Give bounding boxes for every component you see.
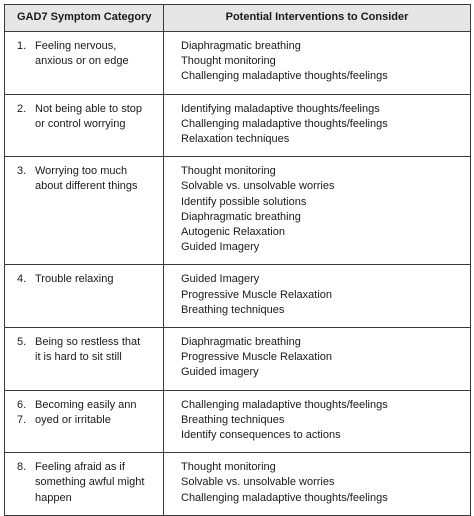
table-row	[5, 453, 471, 516]
table-row	[5, 157, 471, 265]
table-header-row	[5, 5, 471, 32]
symptom-category-cell	[5, 328, 164, 391]
interventions-cell	[164, 453, 471, 516]
table-row	[5, 32, 471, 95]
symptom-category-cell	[5, 157, 164, 265]
table-row	[5, 328, 471, 391]
intervention-item: Challenging maladaptive thoughts/feelings	[181, 491, 388, 504]
interventions-cell	[164, 390, 471, 453]
intervention-item: Identify possible solutions	[181, 195, 307, 208]
header-symptom-category: GAD7 Symptom Category	[5, 5, 164, 32]
intervention-item: Diaphragmatic breathing	[181, 336, 301, 349]
symptom-text	[35, 39, 157, 69]
symptom-item	[17, 102, 157, 132]
symptom-text-line: it is hard to sit still	[35, 351, 122, 364]
symptom-text-line: happen	[35, 491, 72, 504]
intervention-item: Challenging maladaptive thoughts/feelings	[181, 117, 388, 130]
symptom-number: 7.	[17, 413, 27, 426]
symptom-text	[35, 164, 157, 194]
table-row	[5, 265, 471, 328]
symptom-number: 2.	[17, 102, 27, 115]
interventions-cell	[164, 32, 471, 95]
symptom-text	[35, 413, 157, 428]
intervention-item: Diaphragmatic breathing	[181, 210, 301, 223]
symptom-text-line: Worrying too much	[35, 165, 128, 178]
symptom-number: 3.	[17, 165, 27, 178]
symptom-text-line: oyed or irritable	[35, 413, 111, 426]
symptom-category-cell	[5, 390, 164, 453]
intervention-item: Relaxation techniques	[181, 133, 290, 146]
symptom-text-line: Not being able to stop	[35, 102, 143, 115]
intervention-item: Identifying maladaptive thoughts/feelings	[181, 102, 380, 115]
intervention-item: Guided Imagery	[181, 273, 260, 286]
symptom-text	[35, 102, 157, 132]
intervention-item: Diaphragmatic breathing	[181, 40, 301, 52]
intervention-item: Thought monitoring	[181, 461, 276, 474]
symptom-item	[17, 39, 157, 69]
symptom-text-line: about different things	[35, 180, 138, 193]
intervention-item: Breathing techniques	[181, 413, 285, 426]
symptom-text-line: anxious or on edge	[35, 55, 129, 68]
interventions-cell	[164, 265, 471, 328]
symptom-text-line: Feeling nervous,	[35, 40, 117, 52]
intervention-item: Guided imagery	[181, 366, 259, 379]
intervention-item: Challenging maladaptive thoughts/feelings	[181, 70, 388, 83]
symptom-category-cell	[5, 94, 164, 157]
header-potential-interventions: Potential Interventions to Consider	[164, 5, 471, 32]
intervention-item: Guided Imagery	[181, 241, 260, 254]
interventions-cell	[164, 94, 471, 157]
symptom-number: 5.	[17, 336, 27, 349]
table-row	[5, 94, 471, 157]
intervention-item: Solvable vs. unsolvable worries	[181, 476, 335, 489]
intervention-item: Progressive Muscle Relaxation	[181, 288, 333, 301]
symptom-item	[17, 398, 157, 413]
symptom-text-line: Being so restless that	[35, 336, 141, 349]
symptom-category-cell	[5, 265, 164, 328]
intervention-item: Thought monitoring	[181, 165, 276, 178]
symptom-text-line: Feeling afraid as if	[35, 461, 125, 474]
intervention-item: Thought monitoring	[181, 55, 276, 68]
symptom-item	[17, 272, 157, 287]
symptom-text-line: or control worrying	[35, 117, 126, 130]
symptom-item	[17, 413, 157, 428]
symptom-text-line: Trouble relaxing	[35, 273, 114, 286]
intervention-item: Autogenic Relaxation	[181, 226, 285, 239]
symptom-text	[35, 272, 157, 287]
symptom-category-cell	[5, 32, 164, 95]
symptom-category-cell	[5, 453, 164, 516]
gad7-interventions-table	[4, 4, 471, 516]
symptom-number: 4.	[17, 273, 27, 286]
symptom-text	[35, 335, 157, 365]
intervention-item: Progressive Muscle Relaxation	[181, 351, 333, 364]
symptom-text-line: Becoming easily ann	[35, 398, 137, 411]
symptom-number: 6.	[17, 398, 27, 411]
table-row	[5, 390, 471, 453]
intervention-item: Solvable vs. unsolvable worries	[181, 180, 335, 193]
symptom-text	[35, 460, 157, 506]
symptom-text	[35, 398, 157, 413]
table-body	[5, 32, 471, 516]
interventions-cell	[164, 328, 471, 391]
interventions-cell	[164, 157, 471, 265]
symptom-item	[17, 164, 157, 194]
symptom-number: 1.	[17, 40, 27, 52]
intervention-item: Breathing techniques	[181, 303, 285, 316]
intervention-item: Identify consequences to actions	[181, 429, 341, 442]
symptom-item	[17, 460, 157, 506]
symptom-item	[17, 335, 157, 365]
symptom-text-line: something awful might	[35, 476, 145, 489]
intervention-item: Challenging maladaptive thoughts/feelings	[181, 398, 388, 411]
symptom-number: 8.	[17, 461, 27, 474]
